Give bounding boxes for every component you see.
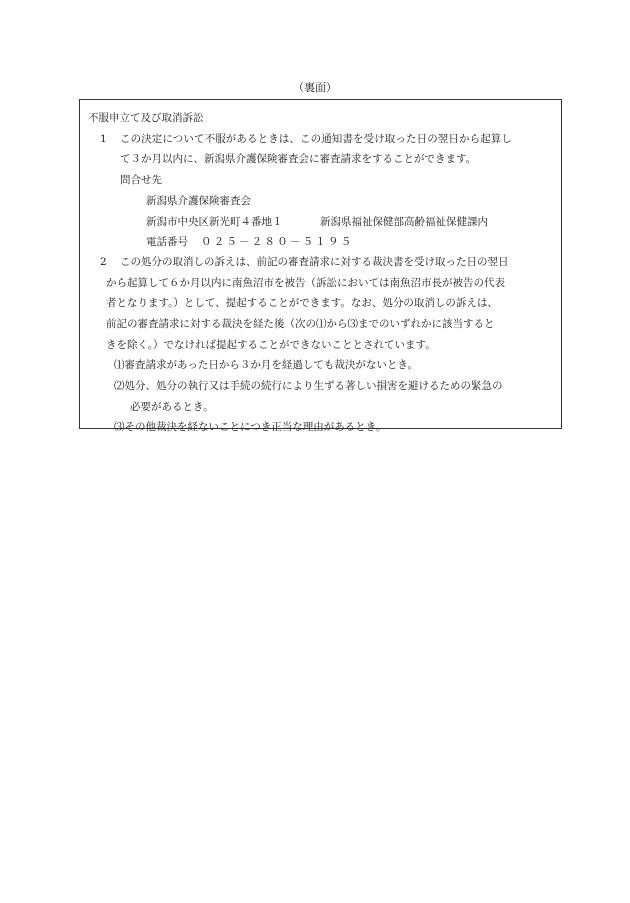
- appeal-notice-box: [79, 99, 562, 433]
- item-2-line-3: 者となります。）として、提起することができます。なお、処分の取消しの訴えは、: [106, 297, 498, 309]
- item-1-number: 1: [100, 133, 107, 145]
- item-2-line-5: きを除く。）でなければ提起することができないこととされています。: [106, 339, 436, 351]
- contact-label: 問合せ先: [120, 174, 162, 186]
- condition-1: ⑴審査請求があった日から３か月を経過しても裁決がないとき。: [114, 359, 418, 371]
- contact-address: 新潟市中央区新光町４番地１: [146, 216, 283, 228]
- item-1-line-1: この決定について不服があるときは、この通知書を受け取った日の翌日から起算し: [120, 133, 512, 145]
- section-title: 不服申立て及び取消訴訟: [88, 112, 204, 124]
- condition-2-line-1: ⑵処分、処分の執行又は手続の続行により生ずる著しい損害を避けるための緊急の: [114, 380, 503, 392]
- item-2-line-2: から起算して６か月以内に南魚沼市を被告（訴訟においては南魚沼市長が被告の代表: [106, 277, 505, 289]
- condition-2-line-2: 必要があるとき。: [130, 401, 214, 413]
- contact-department: 新潟県福祉保健部高齢福祉保健課内: [320, 216, 488, 228]
- contact-phone-number: ０２５－２８０－５１９５: [201, 236, 354, 248]
- condition-3: ⑶その他裁決を経ないことにつき正当な理由があるとき。: [114, 421, 387, 433]
- item-1-line-2: て３か月以内に、新潟県介護保険審査会に審査請求をすることができます。: [120, 153, 477, 165]
- page-heading: （裏面）: [293, 81, 337, 94]
- item-2-line-1: この処分の取消しの訴えは、前記の審査請求に対する裁決書を受け取った日の翌日: [120, 256, 509, 268]
- contact-organization: 新潟県介護保険審査会: [146, 195, 251, 207]
- contact-phone-label: 電話番号: [146, 236, 188, 248]
- item-2-line-4: 前記の審査請求に対する裁決を経た後（次の⑴から⑶までのいずれかに該当すると: [106, 318, 495, 330]
- item-2-number: 2: [100, 256, 107, 268]
